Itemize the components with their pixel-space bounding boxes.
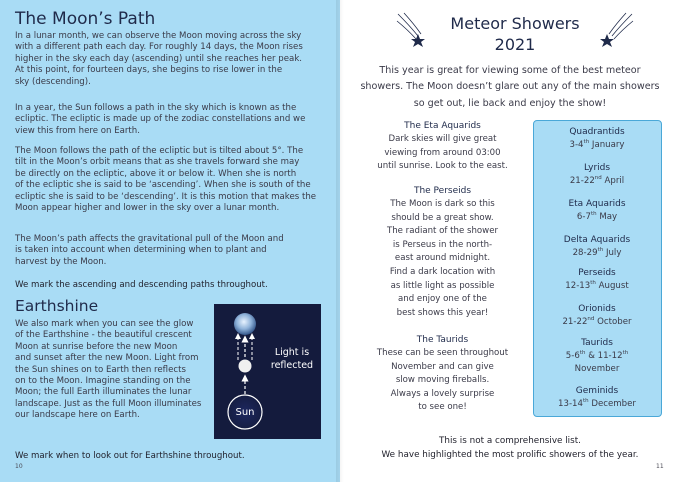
- date-range: 12-13th August: [565, 279, 629, 291]
- date-range: 21-22nd October: [562, 315, 632, 327]
- date-range: 5-6th & 11-12th November: [565, 349, 629, 374]
- date-item: [534, 337, 660, 377]
- moons-path-paragraph-4: The Moon’s path affects the gravitational pull of the Moon and is taken into account when determining when to plant and harvest by the Moon.: [15, 234, 284, 267]
- moons-path-paragraph-1: In a lunar month, we can observe the Moon moving across the sky with a different path each day. For roughly 14 days, the Moon rises higher in the sky each day (ascending) until she reaches her peak. At this point, for fourteen days, she begins to rise lower in the sky (descending).: [15, 31, 303, 87]
- date-item: [534, 162, 660, 188]
- date-range: 28-29th July: [572, 246, 622, 258]
- moons-path-paragraph-2: In a year, the Sun follows a path in the sky which is known as the ecliptic. The ecliptic is made up of the zodiac constellations and we view this from here on Earth.: [15, 103, 306, 136]
- earthshine-title: Earthshine: [15, 297, 99, 315]
- moons-path-paragraph-3: The Moon follows the path of the ecliptic but is tilted about 5°. The tilt in the Moon’s orbit means that as she travels forward she may be directly on the ecliptic, above it or below it. When she is north of the ecliptic she is said to be ‘ascending’. When she is south of the ecliptic she is said to be ‘descending’. It is this motion that makes the Moon appear higher and lower in the sky over a lunar month.: [15, 146, 317, 214]
- earthshine-note: We mark when to look out for Earthshine throughout.: [15, 451, 245, 461]
- sun-label: Sun: [235, 407, 255, 418]
- light-reflected-label: Light is reflected: [270, 347, 314, 371]
- date-range: 21-22nd April: [569, 174, 625, 186]
- shower-block: [355, 120, 530, 174]
- shower-dates-box: [533, 120, 662, 417]
- earthshine-diagram: [214, 304, 321, 439]
- shower-name: The Taurids: [416, 335, 469, 345]
- shower-block: [355, 185, 530, 320]
- earthshine-text: We also mark when you can see the glow of the Earthshine - the beautiful crescent Moon at sunrise before the new Moon and sunset after the new Moon. Light from the Sun shines on to Earth then reflects on to the Moon. Imagine standing on the Moon; the full Earth illuminates the lunar landscape. Just as the full Moon illuminates our landscape here on Earth.: [15, 319, 202, 421]
- date-shower-name: Geminids: [575, 386, 619, 396]
- date-item: [534, 385, 660, 411]
- date-range: 3-4th January: [569, 138, 625, 150]
- footnote-line-2: We have highlighted the most prolific showers of the year.: [381, 450, 639, 460]
- shooting-star-left-icon: [396, 12, 434, 48]
- footnote-line-1: This is not a comprehensive list.: [439, 436, 581, 446]
- page-number-left: 10: [15, 463, 23, 470]
- shower-name: The Eta Aquarids: [404, 121, 481, 131]
- shower-description: The Moon is dark so this should be a great show. The radiant of the shower is Perseus in the north- east around midnight. Find a dark location with as little light as possible and enjoy one of the best shows this year!: [386, 199, 499, 318]
- date-item: [534, 303, 660, 329]
- date-shower-name: Delta Aquarids: [563, 235, 631, 245]
- page-gutter: [336, 0, 344, 482]
- date-shower-name: Eta Aquarids: [568, 199, 626, 209]
- date-item: [534, 126, 660, 152]
- shooting-star-right-icon: [596, 12, 634, 48]
- date-range: 6-7th May: [576, 210, 618, 222]
- shower-description: These can be seen throughout November and can give slow moving fireballs. Always a lovely surprise to see one!: [376, 348, 509, 413]
- shower-block: [355, 334, 530, 415]
- shower-name: The Perseids: [413, 186, 472, 196]
- date-shower-name: Perseids: [578, 268, 616, 278]
- date-item: [534, 234, 660, 260]
- date-item: [534, 267, 660, 293]
- meteor-intro: This year is great for viewing some of the best meteor showers. The Moon doesn’t glare out any of the main showers so get out, lie back and enjoy the show!: [360, 65, 660, 109]
- meteor-showers-title: Meteor Showers: [450, 14, 580, 33]
- page-number-right: 11: [656, 463, 664, 470]
- meteor-showers-year: 2021: [494, 35, 536, 54]
- moons-path-title: The Moon’s Path: [15, 9, 156, 29]
- date-shower-name: Taurids: [581, 338, 613, 348]
- date-shower-name: Quadrantids: [569, 127, 625, 137]
- date-shower-name: Lyrids: [583, 163, 611, 173]
- shower-description: Dark skies will give great viewing from around 03:00 until sunrise. Look to the east.: [377, 134, 508, 172]
- date-shower-name: Orionids: [578, 304, 616, 314]
- date-item: [534, 198, 660, 224]
- moon-icon: [239, 360, 252, 373]
- date-range: 13-14th December: [558, 397, 636, 409]
- ascending-note: We mark the ascending and descending paths throughout.: [15, 280, 268, 290]
- earth-icon: [234, 313, 256, 335]
